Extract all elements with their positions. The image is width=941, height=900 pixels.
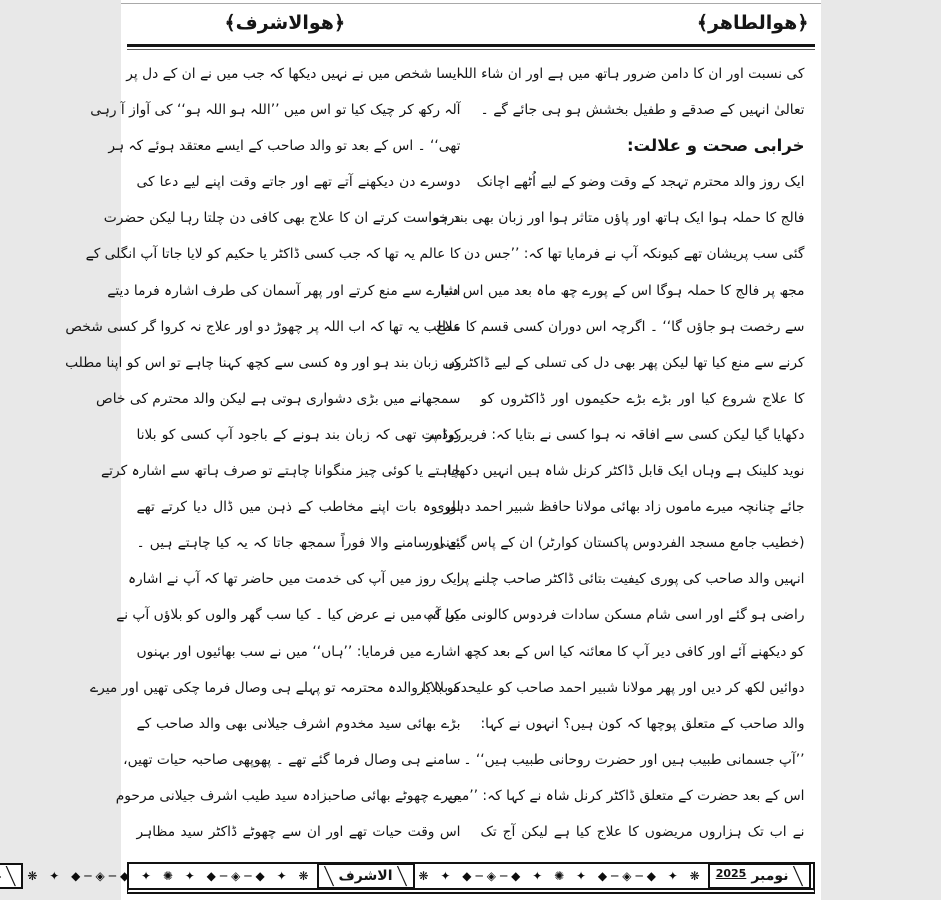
page-number-box: [0, 863, 23, 889]
text-line: گئی سب پریشان تھے کیونکہ آپ نے فرمایا تھا کہ: ’’جس دن: [463, 246, 805, 263]
corner-slash-icon: ╲: [397, 865, 407, 887]
text-line: راضی ہو گئے اور اسی شام مسکن سادات فردوس کالونی میں آپ: [423, 607, 805, 624]
text-line: جائے چنانچہ میرے ماموں زاد بھائی مولانا حافظ شبیر احمد دہلوی: [433, 499, 805, 516]
text-line: تھی‘‘ ۔ اس کے بعد تو والد صاحب کے ایسے معتقد ہوئے کہ ہر: [108, 138, 461, 155]
issue-year: 2025: [715, 866, 747, 880]
text-line: کرنے سے منع کیا تھا لیکن پھر بھی دل کی تسلی کے لیے ڈاکٹروں: [444, 354, 805, 371]
text-line: ’’آپ جسمانی طبیب ہیں اور حضرت روحانی طبیب ہیں‘‘ ۔: [463, 751, 805, 768]
column-right-intro: [456, 56, 805, 128]
text-line: درخواست کرتے ان کا علاج بھی کافی دن چلتا رہا لیکن حضرت: [103, 210, 461, 227]
header-motto-left: ﴿ھوالاشرف﴾: [224, 12, 346, 34]
text-line: فالج کا حملہ ہوا ایک ہاتھ اور پاؤں متاثر ہوا اور زبان بھی بند ہو: [432, 210, 805, 227]
section-heading: خرابی صحت و علالت:: [626, 136, 805, 156]
text-line: (خطیب جامع مسجد الفردوس پاکستان کوارٹر) ان کے پاس گئے اور: [426, 535, 805, 552]
text-line: میرے چھوٹے بھائی صاحبزادہ سید طیب اشرف جیلانی مرحوم: [115, 787, 461, 804]
article-body: [65, 56, 805, 852]
text-line: مطلب یہ تھا کہ اب اللہ پر چھوڑ دو اور علاج نہ کروا گر کسی شخص: [65, 318, 461, 335]
text-line: دکھایا گیا لیکن کسی سے افاقہ نہ ہوا کسی نے بتایا کہ: فریرروڈ پر: [426, 426, 805, 443]
text-line: اور وہ بات اپنے مخاطب کے ذہن میں ڈال دیا کرتے تھے: [136, 499, 461, 516]
text-line: کی زبان بند ہو اور وہ کسی سے کچھ کہنا چاہے تو اس کو اپنا مطلب: [65, 354, 461, 371]
issue-date-box: [708, 863, 811, 889]
footer-ornament-left: ❋ ✦ ◆─◈─◆ ✦ ✺ ✦ ◆─◈─◆ ✦ ❋: [27, 869, 313, 883]
text-line: کرامت تھی کہ زبان بند ہونے کے باجود آپ کسی کو بلانا: [136, 426, 461, 443]
corner-slash-icon: ╲: [6, 865, 16, 887]
text-line: کی نسبت اور ان کا دامن ضرور ہاتھ میں ہے اور ان شاء اللہ: [456, 66, 805, 82]
text-line: دوسرے دن دیکھنے آتے تھے اور جاتے وقت اپنے لیے دعا کی: [136, 174, 461, 191]
journal-title: الاشرف: [338, 868, 393, 884]
text-line: ایک روز میں آپ کی خدمت میں حاضر تھا کہ آپ نے اشارہ: [127, 571, 461, 588]
top-rule: [121, 3, 821, 4]
text-line: سے رخصت ہو جاؤں گا‘‘ ۔ اگرچہ اس دوران کسی قسم کا علاج: [435, 318, 805, 335]
column-right-body: [417, 164, 805, 850]
magazine-page: [6, 0, 821, 900]
page-header: [225, 12, 809, 34]
text-line: اشارے میں فرمایا: ’’ہاں‘‘ میں نے سب بھائیوں اور بہنوں: [136, 643, 461, 660]
corner-slash-icon: ╲: [324, 865, 334, 887]
text-line: سمجھانے میں بڑی دشواری ہوتی ہے لیکن والد محترم کی خاص: [96, 390, 461, 407]
text-line: آلہ رکھ کر چیک کیا تو اس میں ’’اللہ ہو اللہ ہو‘‘ کی آواز آ رہی: [90, 102, 461, 119]
column-left: [65, 56, 461, 852]
header-motto-right: ﴿ھوالطاھر﴾: [696, 12, 809, 34]
text-line: کا عالم یہ تھا کہ جب کسی ڈاکٹر یا حکیم کو لایا جاتا آپ انگلی کے: [85, 246, 461, 263]
footer-ornament-right: ❋ ✦ ◆─◈─◆ ✦ ✺ ✦ ◆─◈─◆ ✦ ❋: [418, 869, 704, 883]
text-line: کا علاج شروع کیا اور بڑے بڑے حکیموں اور ڈاکٹروں کو: [480, 390, 805, 407]
footer-band: [6, 862, 815, 894]
text-line: دوائیں لکھ کر دیں اور پھر مولانا شبیر احمد صاحب کو علیحدہ بلا کر: [417, 679, 805, 696]
text-line: سامنے ہی وصال فرما گئے تھے ۔ پھوپھی صاحبہ حیات تھیں،: [123, 751, 461, 768]
page-number: [0, 868, 1, 884]
journal-title-box: [317, 863, 415, 889]
text-line: والد صاحب کے متعلق پوچھا کہ کون ہیں؟ انہوں نے کہا:: [480, 715, 805, 732]
text-line: انہیں والد صاحب کی پوری کیفیت بتائی ڈاکٹر صاحب چلنے پر: [457, 571, 805, 588]
header-rule: [127, 44, 815, 47]
text-line: ایک روز والد محترم تہجد کے وقت وضو کے لیے اُٹھے اچانک: [476, 174, 805, 191]
text-line: اس کے بعد حضرت کے متعلق ڈاکٹر کرنل شاہ نے کہا کہ: ’’میں: [447, 787, 805, 804]
text-line: بڑے بھائی سید مخدوم اشرف جیلانی بھی والد صاحب کے: [136, 715, 461, 732]
text-line: اس وقت حیات تھے اور ان سے چھوٹے ڈاکٹر سید مظاہر: [136, 823, 461, 840]
column-right: [417, 56, 805, 852]
corner-slash-icon: ╲: [793, 865, 803, 887]
header-rule-thin: [127, 49, 815, 50]
text-line: مجھ پر فالج کا حملہ ہوگا اس کے پورے چھ ماہ بعد میں اس دنیا: [440, 282, 805, 299]
text-line: تعالیٰ انہیں کے صدقے و طفیل بخشش ہو ہی جائے گے ۔: [480, 102, 805, 119]
text-line: اشارے سے منع کرتے اور پھر آسمان کی طرف اشارہ فرما دیتے: [107, 282, 461, 299]
text-line: نوید کلینک ہے وہاں ایک قابل ڈاکٹر کرنل شاہ ہیں انہیں دکھایا: [446, 463, 805, 480]
text-line: کو دیکھنے آئے اور کافی دیر آپ کا معائنہ کیا اس کے بعد کچھ: [464, 643, 805, 660]
text-line: چاہتے یا کوئی چیز منگوانا چاہتے تو صرف ہاتھ سے اشارہ کرتے: [101, 463, 461, 480]
text-line: کیا کہ میں نے عرض کیا ۔ کیا سب گھر والوں کو بلاؤں آپ نے: [116, 607, 461, 624]
text-line: یعنی سامنے والا فوراً سمجھ جاتا کہ یہ کیا چاہتے ہیں ۔: [136, 535, 461, 552]
issue-month: نومبر: [751, 868, 789, 884]
text-line: کو بلایا والدہ محترمہ تو پہلے ہی وصال فرما چکی تھیں اور میرے: [90, 679, 461, 696]
text-line: ایسا شخص میں نے نہیں دیکھا کہ جب میں نے ان کے دل پر: [126, 66, 461, 82]
text-line: نے اب تک ہزاروں مریضوں کا علاج کیا ہے لیکن آج تک: [480, 823, 805, 840]
